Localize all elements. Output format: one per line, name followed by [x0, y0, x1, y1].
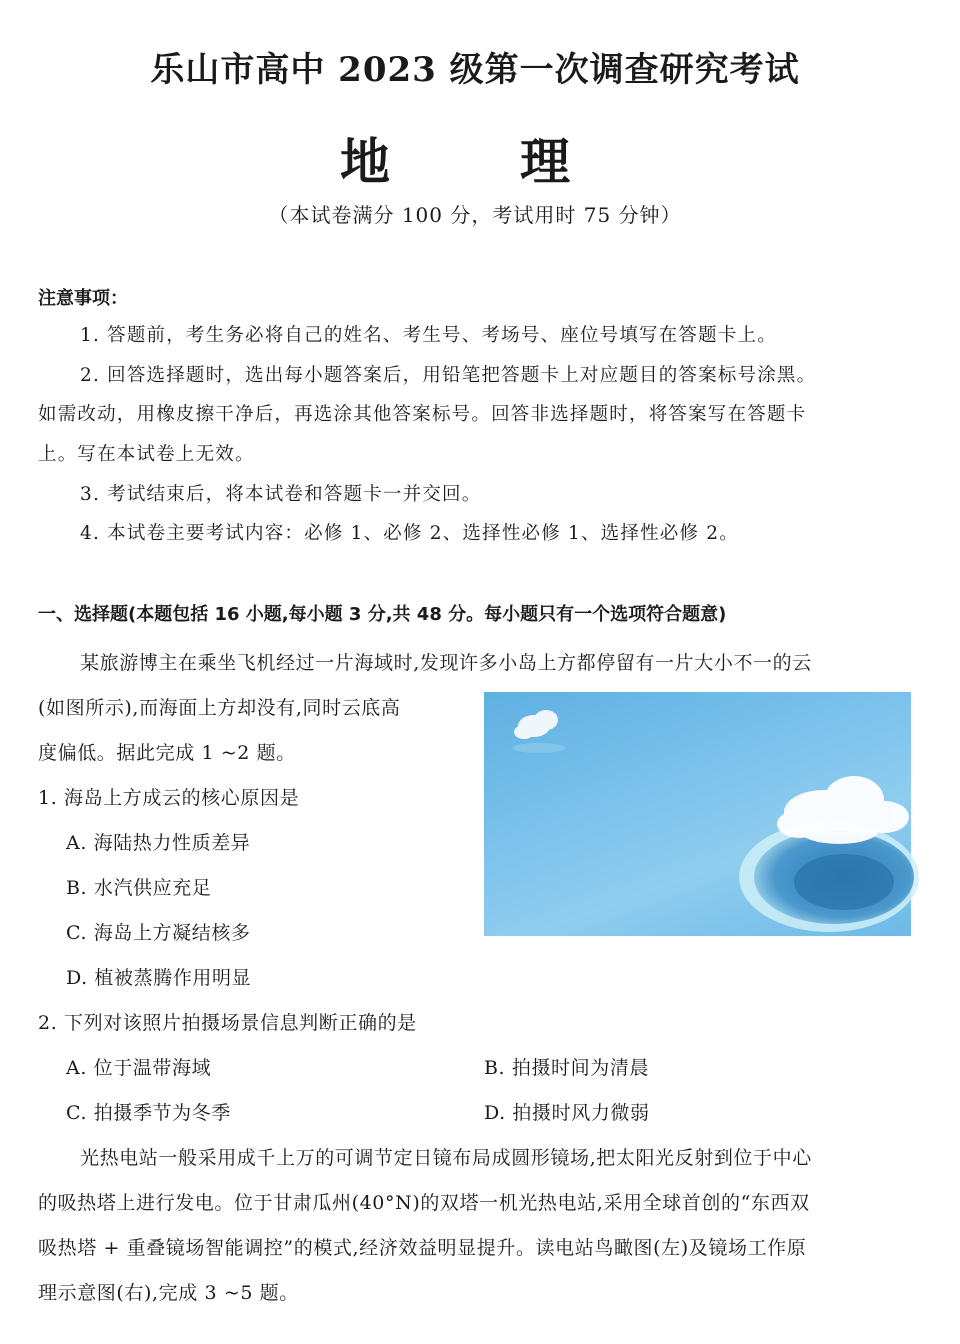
passage-2-line-3: 吸热塔 + 重叠镜场智能调控”的模式,经济效益明显提升。读电站鸟瞰图(左)及镜场工作原 — [38, 1237, 807, 1259]
notice-item-2-line-3: 上。写在本试卷上无效。 — [38, 444, 255, 465]
q1-option-d: D. 植被蒸腾作用明显 — [66, 967, 252, 989]
passage-1-line-1: 某旅游博主在乘坐飞机经过一片海域时,发现许多小岛上方都停留有一片大小不一的云 — [80, 652, 812, 674]
notice-heading: 注意事项： — [38, 288, 128, 309]
section-heading: 一、选择题(本题包括 16 小题,每小题 3 分,共 48 分。每小题只有一个选项符合题意) — [38, 604, 727, 625]
q2-option-a: A. 位于温带海域 — [66, 1057, 212, 1079]
passage-2-line-2: 的吸热塔上进行发电。位于甘肃瓜州(40°N)的双塔一机光热电站,采用全球首创的“东西双 — [38, 1192, 810, 1214]
q2-option-c: C. 拍摄季节为冬季 — [66, 1102, 231, 1124]
q1-stem: 1. 海岛上方成云的核心原因是 — [38, 787, 300, 809]
notice-item-4: 4. 本试卷主要考试内容：必修 1、必修 2、选择性必修 1、选择性必修 2。 — [80, 523, 739, 544]
notice-item-3: 3. 考试结束后，将本试卷和答题卡一并交回。 — [80, 484, 482, 505]
notice-item-2-line-1: 2. 回答选择题时，选出每小题答案后，用铅笔把答题卡上对应题目的答案标号涂黑。 — [80, 365, 817, 386]
passage-1-line-3: 度偏低。据此完成 1 ~2 题。 — [38, 742, 296, 764]
q2-option-d: D. 拍摄时风力微弱 — [484, 1102, 650, 1124]
q1-option-b: B. 水汽供应充足 — [66, 877, 212, 899]
q2-option-b: B. 拍摄时间为清晨 — [484, 1057, 650, 1079]
exam-info: （本试卷满分 100 分，考试用时 75 分钟） — [268, 203, 682, 227]
q2-stem: 2. 下列对该照片拍摄场景信息判断正确的是 — [38, 1012, 417, 1034]
q1-option-a: A. 海陆热力性质差异 — [66, 832, 251, 854]
passage-2-line-1: 光热电站一般采用成千上万的可调节定日镜布局成圆形镜场,把太阳光反射到位于中心 — [80, 1147, 812, 1169]
passage-1-line-2: (如图所示),而海面上方却没有,同时云底高 — [38, 697, 401, 719]
island-cloud-photo — [484, 692, 911, 936]
passage-2-line-4: 理示意图(右),完成 3 ~5 题。 — [38, 1282, 299, 1304]
q1-option-c: C. 海岛上方凝结核多 — [66, 922, 251, 944]
subject-title: 地 理 — [340, 132, 610, 191]
notice-item-1: 1. 答题前，考生务必将自己的姓名、考生号、考场号、座位号填写在答题卡上。 — [80, 325, 777, 346]
island-cloud-illustration — [484, 692, 911, 936]
notice-item-2-line-2: 如需改动，用橡皮擦干净后，再选涂其他答案标号。回答非选择题时，将答案写在答题卡 — [38, 404, 807, 425]
exam-title: 乐山市高中 2023 级第一次调查研究考试 — [150, 50, 800, 90]
